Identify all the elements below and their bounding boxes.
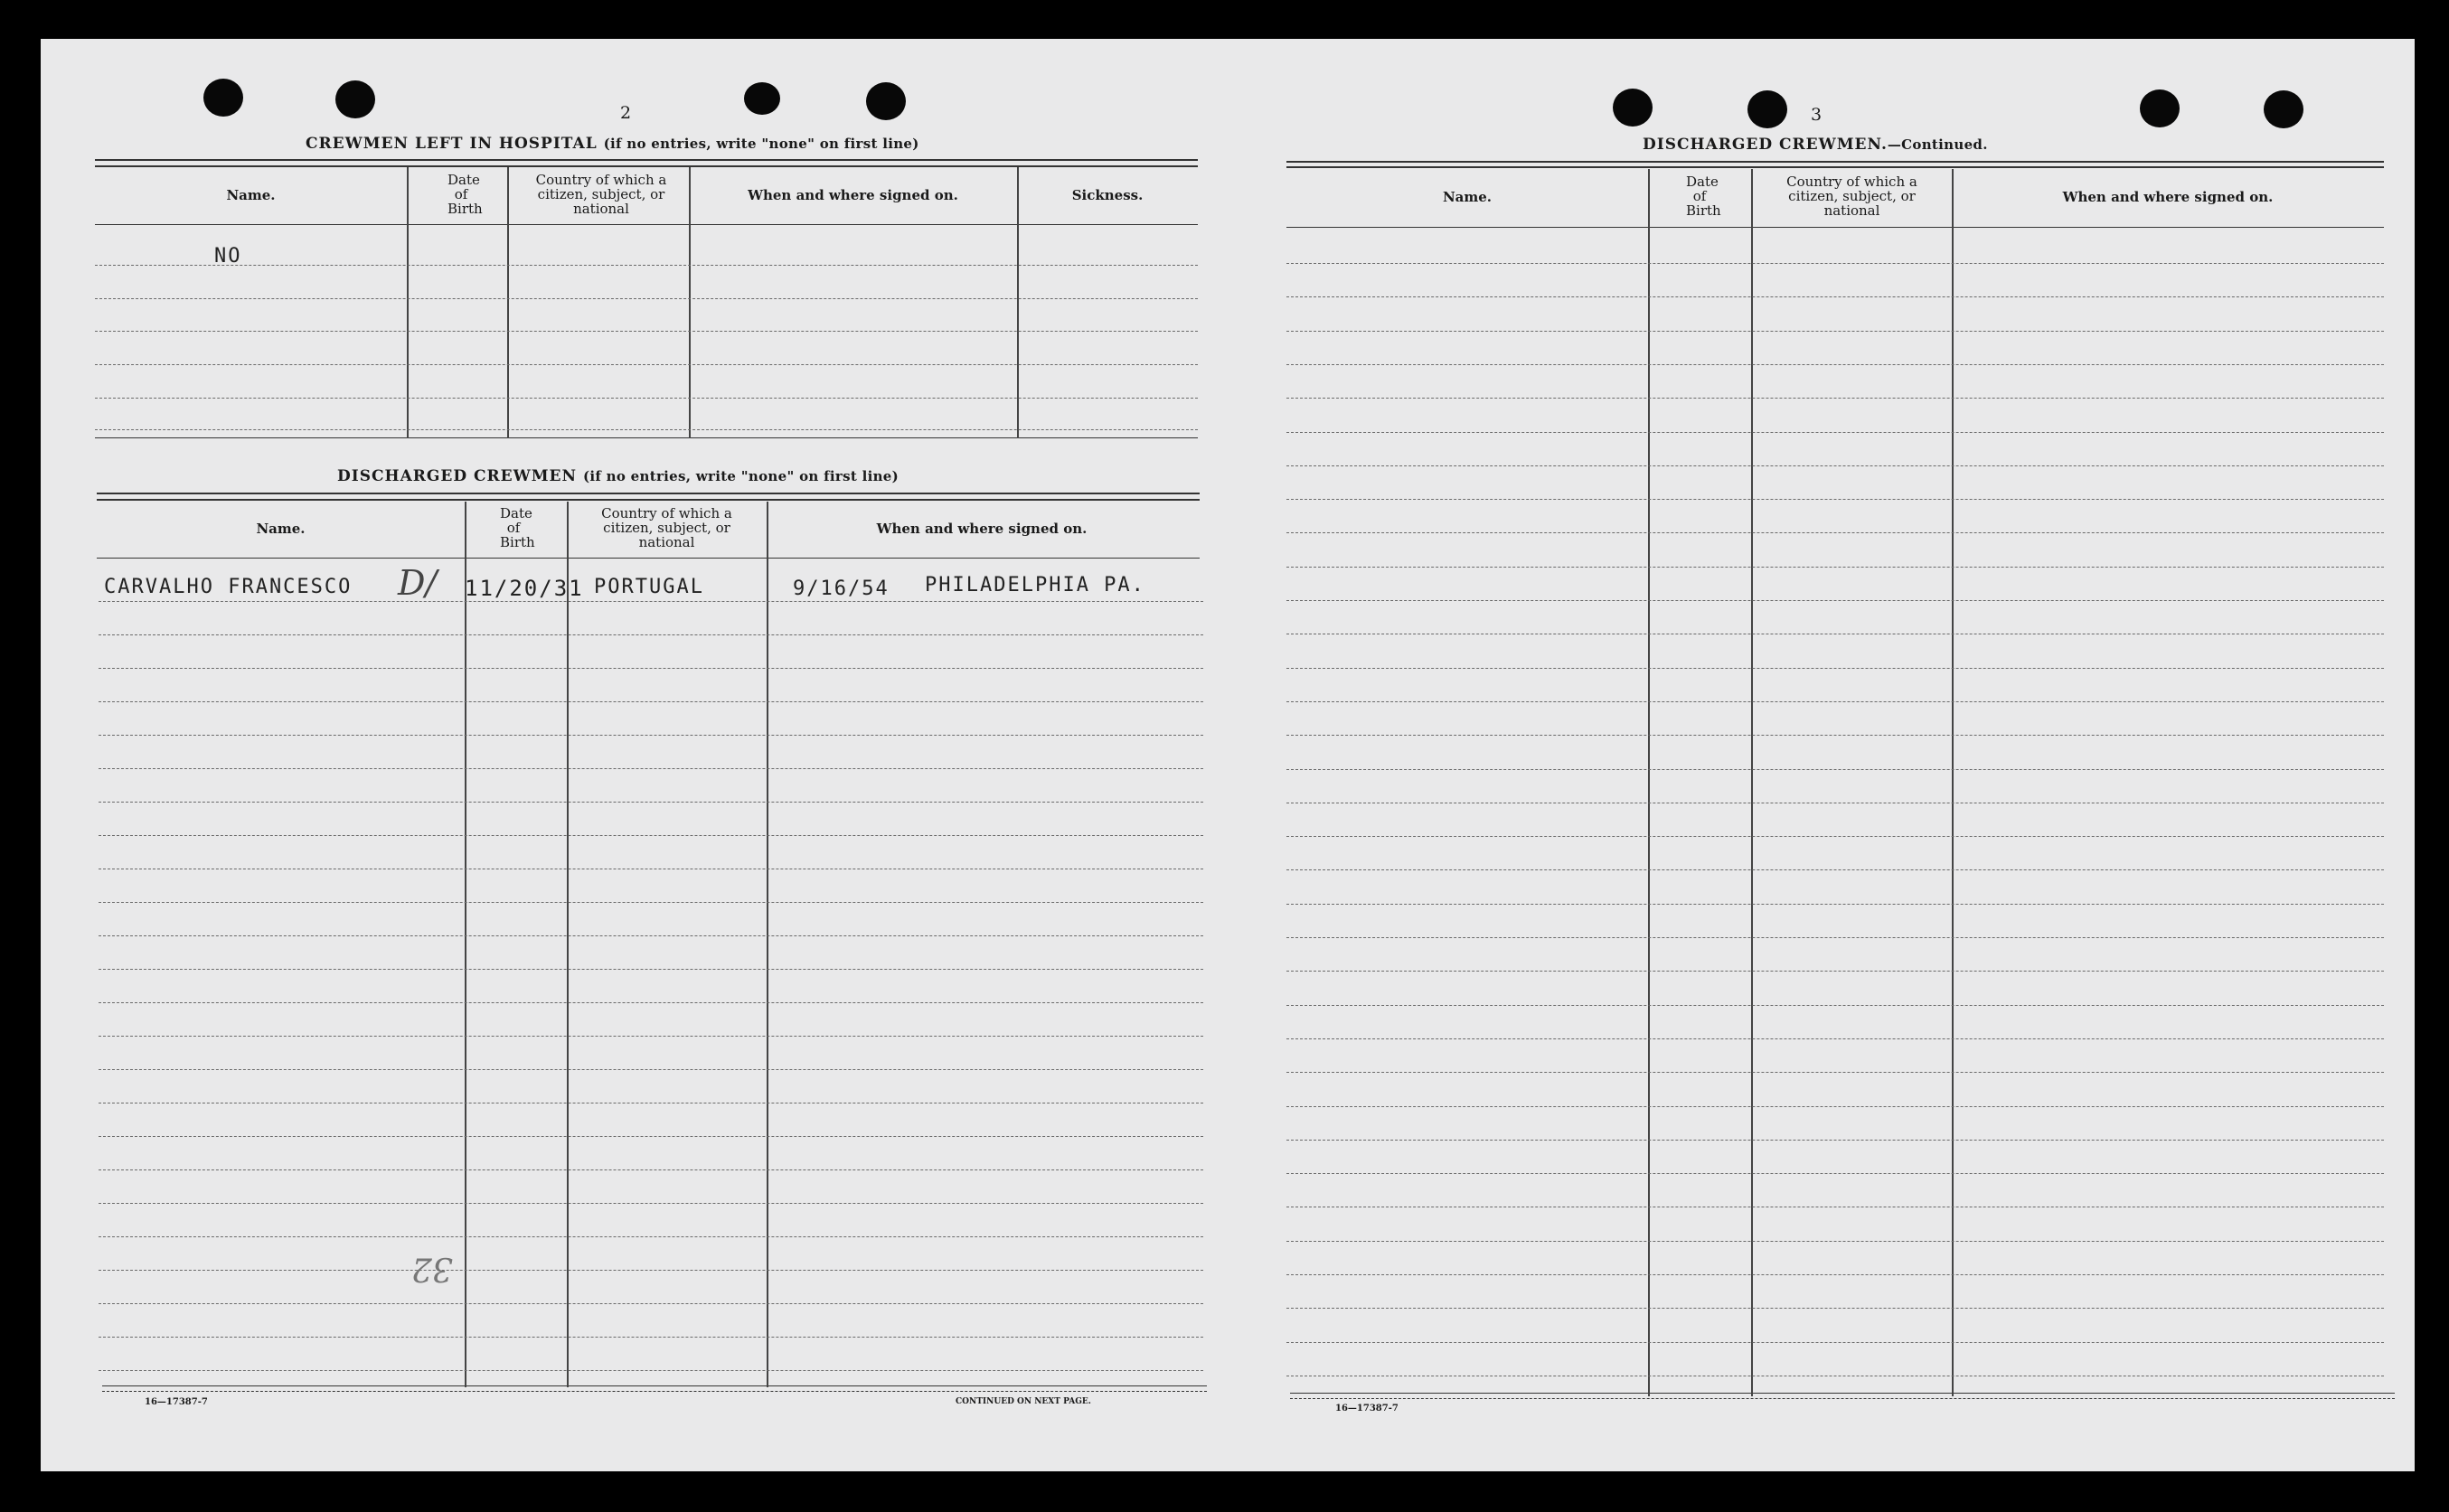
hospital-section-title: CREWMEN LEFT IN HOSPITAL (if no entries, write "none" on first line) (306, 135, 919, 153)
left-page (41, 39, 1248, 1471)
ruled-line (99, 902, 1203, 903)
ruled-line (99, 1036, 1203, 1037)
handwritten-note: 32 (411, 1250, 453, 1287)
ruled-line (99, 768, 1203, 769)
punch-hole (1747, 90, 1787, 128)
ruled-line (1286, 1106, 2384, 1107)
column-header-date-of-birth: Date of Birth (447, 172, 483, 217)
column-header-name: Name. (1442, 189, 1493, 205)
ruled-line (1286, 668, 2384, 669)
discharged-continued-title: DISCHARGED CREWMEN.—Continued. (1643, 136, 1988, 154)
ruled-line (1286, 904, 2384, 905)
ruled-line (1286, 499, 2384, 500)
page-number: 2 (620, 103, 632, 123)
right-page (1248, 39, 2415, 1471)
signed-on-place: PHILADELPHIA PA. (925, 574, 1145, 596)
ruled-line (99, 835, 1203, 836)
handwritten-annotation: D/ (398, 563, 438, 603)
punch-hole (2140, 89, 2180, 127)
ruled-line (99, 634, 1203, 635)
ruled-line (99, 1303, 1203, 1304)
ruled-line (1286, 1140, 2384, 1141)
punch-hole (2264, 90, 2303, 128)
punch-hole (203, 79, 243, 117)
column-header-date-of-birth: Date of Birth (500, 505, 535, 550)
ruled-line (1286, 398, 2384, 399)
ruled-line (99, 735, 1203, 736)
crewman-country: PORTUGAL (594, 576, 704, 598)
ruled-line (99, 1270, 1203, 1271)
ruled-line (99, 1136, 1203, 1137)
ruled-line (1286, 869, 2384, 870)
ruled-line (99, 1203, 1203, 1204)
ruled-line (99, 1002, 1203, 1003)
form-number: 16—17387-7 (1335, 1404, 1399, 1413)
ruled-line (99, 802, 1203, 803)
ruled-line (1286, 701, 2384, 702)
ruled-line (1286, 1308, 2384, 1309)
punch-hole (866, 82, 906, 120)
ruled-line (99, 601, 1203, 602)
ruled-line (1286, 331, 2384, 332)
column-header-name: Name. (256, 521, 306, 537)
ruled-line (1286, 465, 2384, 466)
form-number: 16—17387-7 (145, 1397, 208, 1407)
ruled-line (1286, 937, 2384, 938)
ruled-line (1286, 432, 2384, 433)
signed-on-date: 9/16/54 (793, 578, 890, 600)
punch-hole (335, 80, 375, 118)
column-header-signed-on: When and where signed on. (876, 521, 1088, 537)
ruled-line (1286, 769, 2384, 770)
ruled-line (99, 1337, 1203, 1338)
ruled-line (1286, 1072, 2384, 1073)
crewman-name: CARVALHO FRANCESCO (104, 576, 353, 598)
ruled-line (1286, 1241, 2384, 1242)
column-header-signed-on: When and where signed on. (2062, 189, 2274, 205)
crewman-date-of-birth: 11/20/31 (465, 576, 584, 601)
ruled-line (99, 969, 1203, 970)
page-number: 3 (1811, 105, 1823, 125)
column-header-signed-on: When and where signed on. (748, 187, 958, 203)
column-header-country: Country of which a citizen, subject, or national (535, 172, 667, 217)
ruled-line (99, 668, 1203, 669)
ruled-line (1286, 600, 2384, 601)
hospital-entry: NO (214, 245, 242, 268)
ruled-line (1286, 532, 2384, 533)
continued-note: CONTINUED ON NEXT PAGE. (956, 1397, 1091, 1406)
ruled-line (1286, 1005, 2384, 1006)
ruled-line (1286, 1173, 2384, 1174)
ruled-line (1286, 971, 2384, 972)
ruled-line (1286, 1038, 2384, 1039)
ruled-line (99, 1069, 1203, 1070)
ruled-line (1286, 836, 2384, 837)
ruled-line (1286, 364, 2384, 365)
ruled-line (1286, 1274, 2384, 1275)
column-header-sickness: Sickness. (1071, 187, 1144, 203)
ruled-line (1286, 1342, 2384, 1343)
column-header-country: Country of which a citizen, subject, or national (601, 505, 732, 550)
discharged-section-title: DISCHARGED CREWMEN (if no entries, write "none" on first line) (337, 467, 900, 485)
ruled-line (1286, 735, 2384, 736)
punch-hole (744, 82, 780, 115)
ruled-line (99, 1236, 1203, 1237)
column-header-date-of-birth: Date of Birth (1686, 174, 1721, 219)
ruled-line (99, 1370, 1203, 1371)
column-header-country: Country of which a citizen, subject, or national (1786, 174, 1917, 219)
column-header-name: Name. (226, 187, 276, 203)
ruled-line (1286, 263, 2384, 264)
punch-hole (1613, 89, 1653, 127)
ruled-line (1286, 296, 2384, 297)
ruled-line (1286, 567, 2384, 568)
ruled-line (99, 935, 1203, 936)
ruled-line (99, 701, 1203, 702)
ruled-line (99, 1169, 1203, 1170)
